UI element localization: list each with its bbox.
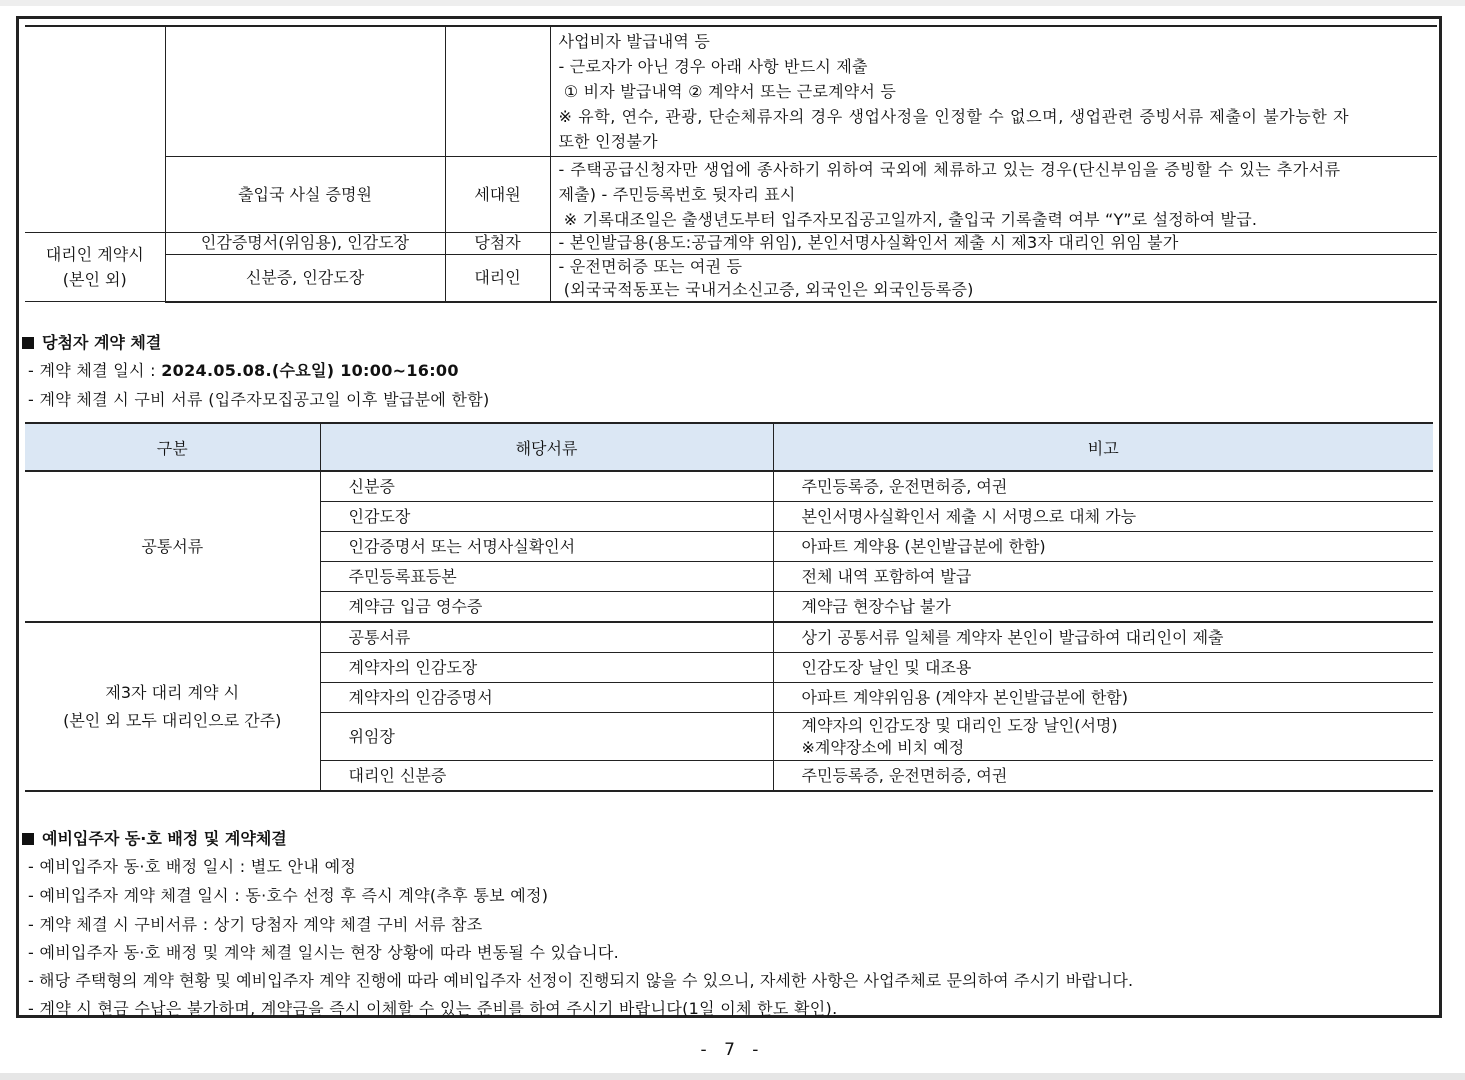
reserve-line: - 예비입주자 계약 체결 일시 : 동·호수 선정 후 즉시 계약(추후 통보 예정)	[28, 886, 549, 905]
note-line: ※ 유학, 연수, 관광, 단순체류자의 경우 생업사정을 인정할 수 없으며, 생업관련 증빙서류 제출이 불가능한 자	[558, 106, 1350, 126]
doc-cell: 대리인 신분증	[320, 761, 773, 792]
remark-cell: 본인서명사실확인서 제출 시 서명으로 대체 가능	[773, 502, 1433, 532]
winner-title-text: 당첨자 계약 체결	[42, 333, 162, 352]
proxy-row1-target: 당첨자	[445, 232, 550, 254]
doc-cell: 계약금 입금 영수증	[320, 592, 773, 623]
remark-cell: 아파트 계약위임용 (계약자 본인발급분에 한함)	[773, 683, 1433, 713]
proxy-row2-note	[550, 254, 1437, 302]
group-proxy-contract	[25, 622, 320, 791]
poa-note-line: ※계약장소에 비치 예정	[801, 737, 965, 757]
doc-cell: 계약자의 인감도장	[320, 653, 773, 683]
proxy-row1-note: - 본인발급용(용도:공급계약 위임), 본인서명사실확인서 제출 시 제3자 대리인 위임 불가	[550, 232, 1437, 254]
note-line: 사업비자 발급내역 등	[558, 31, 710, 51]
remark-cell: 계약금 현장수납 불가	[773, 592, 1433, 623]
reserve-line: - 계약 시 현금 수납은 불가하며, 계약금을 즉시 이체할 수 있는 준비를 하여 주시기 바랍니다(1일 이체 한도 확인).	[28, 999, 838, 1018]
winner-date-value: 2024.05.08.(수요일) 10:00~16:00	[161, 361, 459, 380]
doc-cell: 공통서류	[320, 622, 773, 653]
note-line: 제출) - 주민등록번호 뒷자리 표시	[558, 184, 796, 204]
reserve-title-text: 예비입주자 동·호 배정 및 계약체결	[42, 829, 287, 848]
page-number: - 7 -	[700, 1040, 765, 1060]
immigration-doc-cell: 출입국 사실 증명원	[165, 156, 445, 232]
header-documents: 해당서류	[320, 423, 773, 471]
winner-date-label: - 계약 체결 일시 :	[28, 361, 162, 380]
reserve-section-title	[22, 826, 287, 849]
proxy-row1-doc: 인감증명서(위임용), 인감도장	[165, 232, 445, 254]
proxy-category-cell	[25, 232, 165, 302]
remark-cell: 인감도장 날인 및 대조용	[773, 653, 1433, 683]
group-common-docs: 공통서류	[25, 471, 320, 622]
required-documents-table-continued	[25, 25, 1437, 303]
note-line: - 근로자가 아닌 경우 아래 사항 반드시 제출	[558, 56, 868, 76]
remark-cell-poa	[773, 713, 1433, 761]
doc-cell-poa: 위임장	[320, 713, 773, 761]
square-bullet-icon	[22, 833, 34, 845]
category-cell-blank	[25, 26, 165, 232]
note-line: (외국국적동포는 국내거소신고증, 외국인은 외국인등록증)	[558, 279, 974, 299]
visa-note-cell	[550, 26, 1437, 156]
winner-section-title	[22, 330, 161, 353]
header-category: 구분	[25, 423, 320, 471]
proxy-row2-target: 대리인	[445, 254, 550, 302]
proxy-category-line: 대리인 계약시	[45, 244, 144, 264]
target-cell-blank	[445, 26, 550, 156]
poa-note-line: 계약자의 인감도장 및 대리인 도장 날인(서명)	[801, 715, 1118, 735]
viewer-bottom-edge	[0, 1073, 1465, 1080]
remark-cell: 전체 내역 포함하여 발급	[773, 562, 1433, 592]
winner-date-line	[28, 358, 459, 381]
immigration-note-cell	[550, 156, 1437, 232]
remark-cell: 아파트 계약용 (본인발급분에 한함)	[773, 532, 1433, 562]
note-line: - 주택공급신청자만 생업에 종사하기 위하여 국외에 체류하고 있는 경우(단신부임을 증빙할 수 있는 추가서류	[558, 159, 1341, 179]
remark-cell: 주민등록증, 운전면허증, 여권	[773, 761, 1433, 792]
doc-cell: 신분증	[320, 471, 773, 502]
immigration-target-cell: 세대원	[445, 156, 550, 232]
doc-cell: 주민등록표등본	[320, 562, 773, 592]
note-line: - 운전면허증 또는 여권 등	[558, 256, 743, 276]
note-line: ※ 기록대조일은 출생년도부터 입주자모집공고일까지, 출입국 기록출력 여부 “Y”로 설정하여 발급.	[558, 209, 1258, 229]
proxy-row2-doc: 신분증, 인감도장	[165, 254, 445, 302]
note-line: 또한 인정불가	[558, 131, 658, 151]
doc-cell-blank	[165, 26, 445, 156]
doc-cell: 계약자의 인감증명서	[320, 683, 773, 713]
group-proxy-line: 제3자 대리 계약 시	[105, 682, 240, 702]
reserve-line: - 해당 주택형의 계약 현황 및 예비입주자 계약 진행에 따라 예비입주자 선정이 진행되지 않을 수 있으니, 자세한 사항은 사업주체로 문의하여 주시기 바랍니다.	[28, 971, 1134, 990]
remark-cell: 상기 공통서류 일체를 계약자 본인이 발급하여 대리인이 제출	[773, 622, 1433, 653]
reserve-line: - 예비입주자 동·호 배정 일시 : 별도 안내 예정	[28, 857, 357, 876]
reserve-line: - 계약 체결 시 구비서류 : 상기 당첨자 계약 체결 구비 서류 참조	[28, 915, 483, 934]
reserve-line: - 예비입주자 동·호 배정 및 계약 체결 일시는 현장 상황에 따라 변동될 수 있습니다.	[28, 943, 620, 962]
doc-cell: 인감도장	[320, 502, 773, 532]
note-line: ① 비자 발급내역 ② 계약서 또는 근로계약서 등	[558, 81, 897, 101]
header-remarks: 비고	[773, 423, 1433, 471]
contract-documents-table	[25, 422, 1433, 792]
viewer-top-edge	[0, 0, 1465, 6]
proxy-category-line: (본인 외)	[62, 269, 127, 289]
group-proxy-line: (본인 외 모두 대리인으로 간주)	[63, 710, 282, 730]
remark-cell: 주민등록증, 운전면허증, 여권	[773, 471, 1433, 502]
doc-cell: 인감증명서 또는 서명사실확인서	[320, 532, 773, 562]
winner-docs-line: - 계약 체결 시 구비 서류 (입주자모집공고일 이후 발급분에 한함)	[28, 390, 490, 409]
square-bullet-icon	[22, 337, 34, 349]
